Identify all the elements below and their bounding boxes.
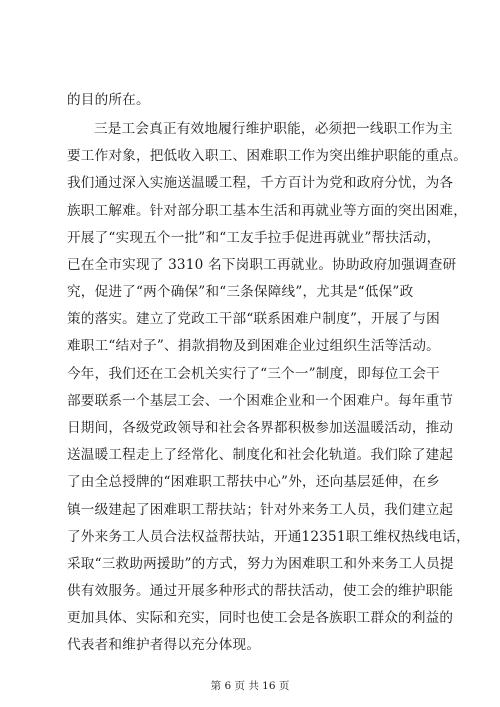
text-line-10: 难职工“结对子”、捐款捐物及到困难企业过组织生活等活动。 <box>67 338 440 354</box>
text-line-13: 日期间，各级党政领导和社会各界都积极参加送温暖活动，推动 <box>67 420 454 436</box>
text-line-6: 开展了“实现五个一批”和“工友手拉手促进再就业”帮扶活动， <box>67 230 441 246</box>
text-line-20: 更加具体、实际和充实，同时也使工会是各族职工群众的利益的 <box>67 610 454 626</box>
text-line-21: 代表者和维护者得以充分体现。 <box>67 637 261 653</box>
text-line-9: 策的落实。建立了党政工干部“联系困难户制度”，开展了与困 <box>67 311 440 327</box>
text-line-14: 送温暖工程走上了经常化、制度化和社会化轨道。我们除了建起 <box>67 447 454 463</box>
text-line-7: 已在全市实现了 3310 名下岗职工再就业。协助政府加强调查研 <box>67 257 457 273</box>
page-number-footer: 第 6 页 共 16 页 <box>210 680 290 692</box>
text-line-4: 我们通过深入实施送温暖工程，千方百计为党和政府分忧，为各 <box>67 175 454 191</box>
text-line-8: 究，促进了“两个确保”和“三条保障线”，尤其是“低保”政 <box>67 284 414 300</box>
text-line-12: 部要联系一个基层工会、一个困难企业和一个困难户。每年重节 <box>67 393 454 409</box>
text-line-16: 镇一级建起了困难职工帮扶站；针对外来务工人员，我们建立起 <box>67 502 454 518</box>
text-line-1: 的目的所在。 <box>67 92 150 108</box>
text-line-18: 采取“三救助两援助”的方式，努力为困难职工和外来务工人员提 <box>67 556 454 572</box>
paragraph-start-line: 三是工会真正有效地履行维护职能，必须把一线职工作为主 <box>94 121 453 137</box>
text-line-17: 了外来务工人员合法权益帮扶站，开通12351职工维权热线电话， <box>67 529 470 545</box>
text-line-11: 今年，我们还在工会机关实行了“三个一”制度，即每位工会干 <box>67 366 440 382</box>
text-line-15: 了由全总授牌的“困难职工帮扶中心”外，还向基层延伸，在乡 <box>67 474 440 490</box>
text-line-19: 供有效服务。通过开展多种形式的帮扶活动，使工会的维护职能 <box>67 583 454 599</box>
text-line-3: 要工作对象，把低收入职工、困难职工作为突出维护职能的重点。 <box>67 148 468 164</box>
text-line-5: 族职工解难。针对部分职工基本生活和再就业等方面的突出困难， <box>67 203 468 219</box>
